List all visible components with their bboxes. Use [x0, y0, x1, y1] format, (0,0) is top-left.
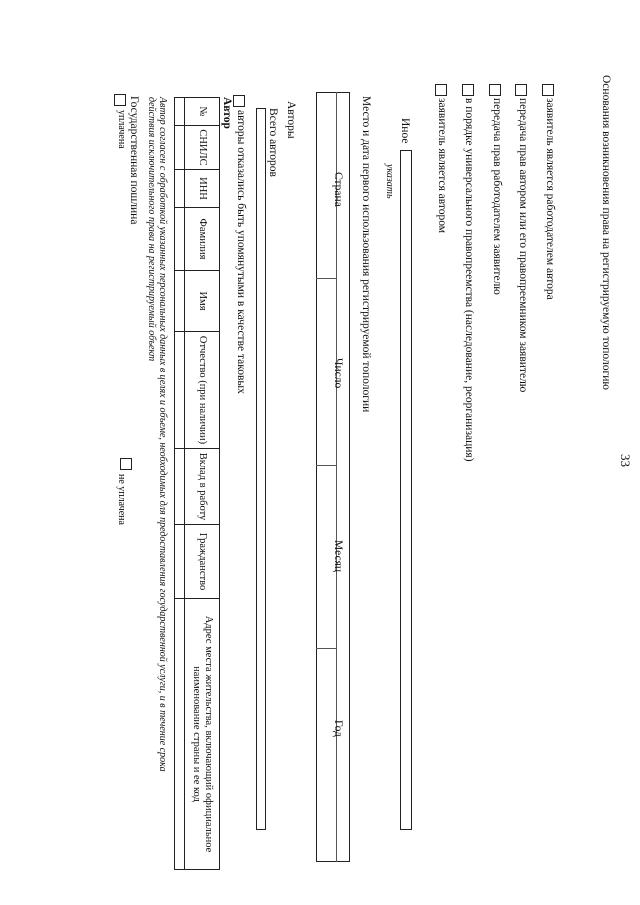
col-number-header: № — [185, 98, 220, 126]
table-cell[interactable] — [175, 332, 185, 449]
basis-option-2-checkbox[interactable] — [515, 84, 527, 96]
fee-not-paid-checkbox[interactable] — [120, 458, 132, 470]
other-basis-label: Иное — [399, 118, 411, 144]
col-address-header: Адрес места жительства, включающий официальное наименование страны и ее код — [185, 599, 220, 870]
basis-heading: Основания возникновения права на регистрируемую топологию — [600, 75, 612, 390]
first-use-bottom-rule — [316, 92, 317, 862]
author-table-heading: Автор — [221, 97, 233, 129]
basis-option-5-label: заявитель является автором — [436, 98, 448, 234]
total-authors-label: Всего авторов — [267, 108, 279, 177]
authors-refuse-checkbox[interactable] — [233, 95, 245, 107]
first-use-inner-rule — [336, 92, 337, 862]
table-cell[interactable] — [175, 98, 185, 126]
table-cell[interactable] — [175, 599, 185, 870]
first-use-divider-3 — [316, 648, 337, 649]
table-cell[interactable] — [175, 525, 185, 599]
table-row — [175, 98, 185, 870]
page-number: 33 — [618, 454, 633, 467]
consent-line-2: действия исключительного права на регистрируемый объект — [146, 97, 157, 362]
basis-option-4-label: в порядке универсального правопреемства (наследование, реорганизация) — [463, 98, 475, 462]
table-cell[interactable] — [175, 208, 185, 271]
basis-option-4-checkbox[interactable] — [462, 84, 474, 96]
col-citizenship-header: Гражданство — [185, 525, 220, 599]
basis-option-3-checkbox[interactable] — [489, 84, 501, 96]
total-authors-input[interactable] — [256, 108, 266, 830]
col-inn-header: ИНН — [185, 170, 220, 208]
first-use-heading: Место и дата первого использования регистрируемой топологии — [360, 96, 372, 413]
table-header-row — [185, 98, 220, 870]
other-basis-input[interactable] — [400, 150, 412, 830]
first-use-top-rule — [349, 92, 350, 862]
col-contribution-header: Вклад в работу — [185, 449, 220, 525]
basis-option-1-label: заявитель является работодателем автора — [544, 98, 556, 300]
col-patronymic-header: Отчество (при наличии) — [185, 332, 220, 449]
basis-option-5-checkbox[interactable] — [435, 84, 447, 96]
col-surname-header: Фамилия — [185, 208, 220, 271]
fee-paid-label: уплачена — [116, 110, 127, 149]
authors-heading: Авторы — [285, 101, 297, 139]
fee-not-paid-label: не уплачена — [116, 474, 127, 525]
table-cell[interactable] — [175, 170, 185, 208]
col-snils-header: СНИЛС — [185, 126, 220, 170]
fee-paid-checkbox[interactable] — [114, 94, 126, 106]
first-use-border-right — [316, 861, 350, 862]
basis-option-3-label: передача прав работодателем заявителю — [491, 98, 503, 295]
first-use-year-header: Год — [332, 720, 344, 737]
consent-line-1: Автор согласен с обработкой указанных персональных данных в целях и объеме, необходимых для предоставления государственной услуги, и в течение срока — [157, 97, 168, 772]
first-use-border-left — [316, 92, 350, 93]
table-cell[interactable] — [175, 271, 185, 332]
author-table — [174, 97, 220, 870]
authors-refuse-label: авторы отказались быть упомянутыми в качестве таковых — [235, 110, 247, 394]
first-use-day-header: Число — [332, 358, 344, 389]
first-use-divider-2 — [316, 465, 337, 466]
first-use-country-header: Страна — [332, 172, 344, 207]
basis-option-2-label: передача прав автором или его правопреемником заявителю — [517, 98, 529, 393]
table-cell[interactable] — [175, 126, 185, 170]
col-name-header: Имя — [185, 271, 220, 332]
first-use-month-header: Месяц — [332, 540, 344, 573]
other-basis-hint: указать — [384, 164, 395, 199]
first-use-divider-1 — [316, 278, 337, 279]
basis-option-1-checkbox[interactable] — [542, 84, 554, 96]
state-fee-heading: Государственная пошлина — [128, 96, 140, 225]
table-cell[interactable] — [175, 449, 185, 525]
